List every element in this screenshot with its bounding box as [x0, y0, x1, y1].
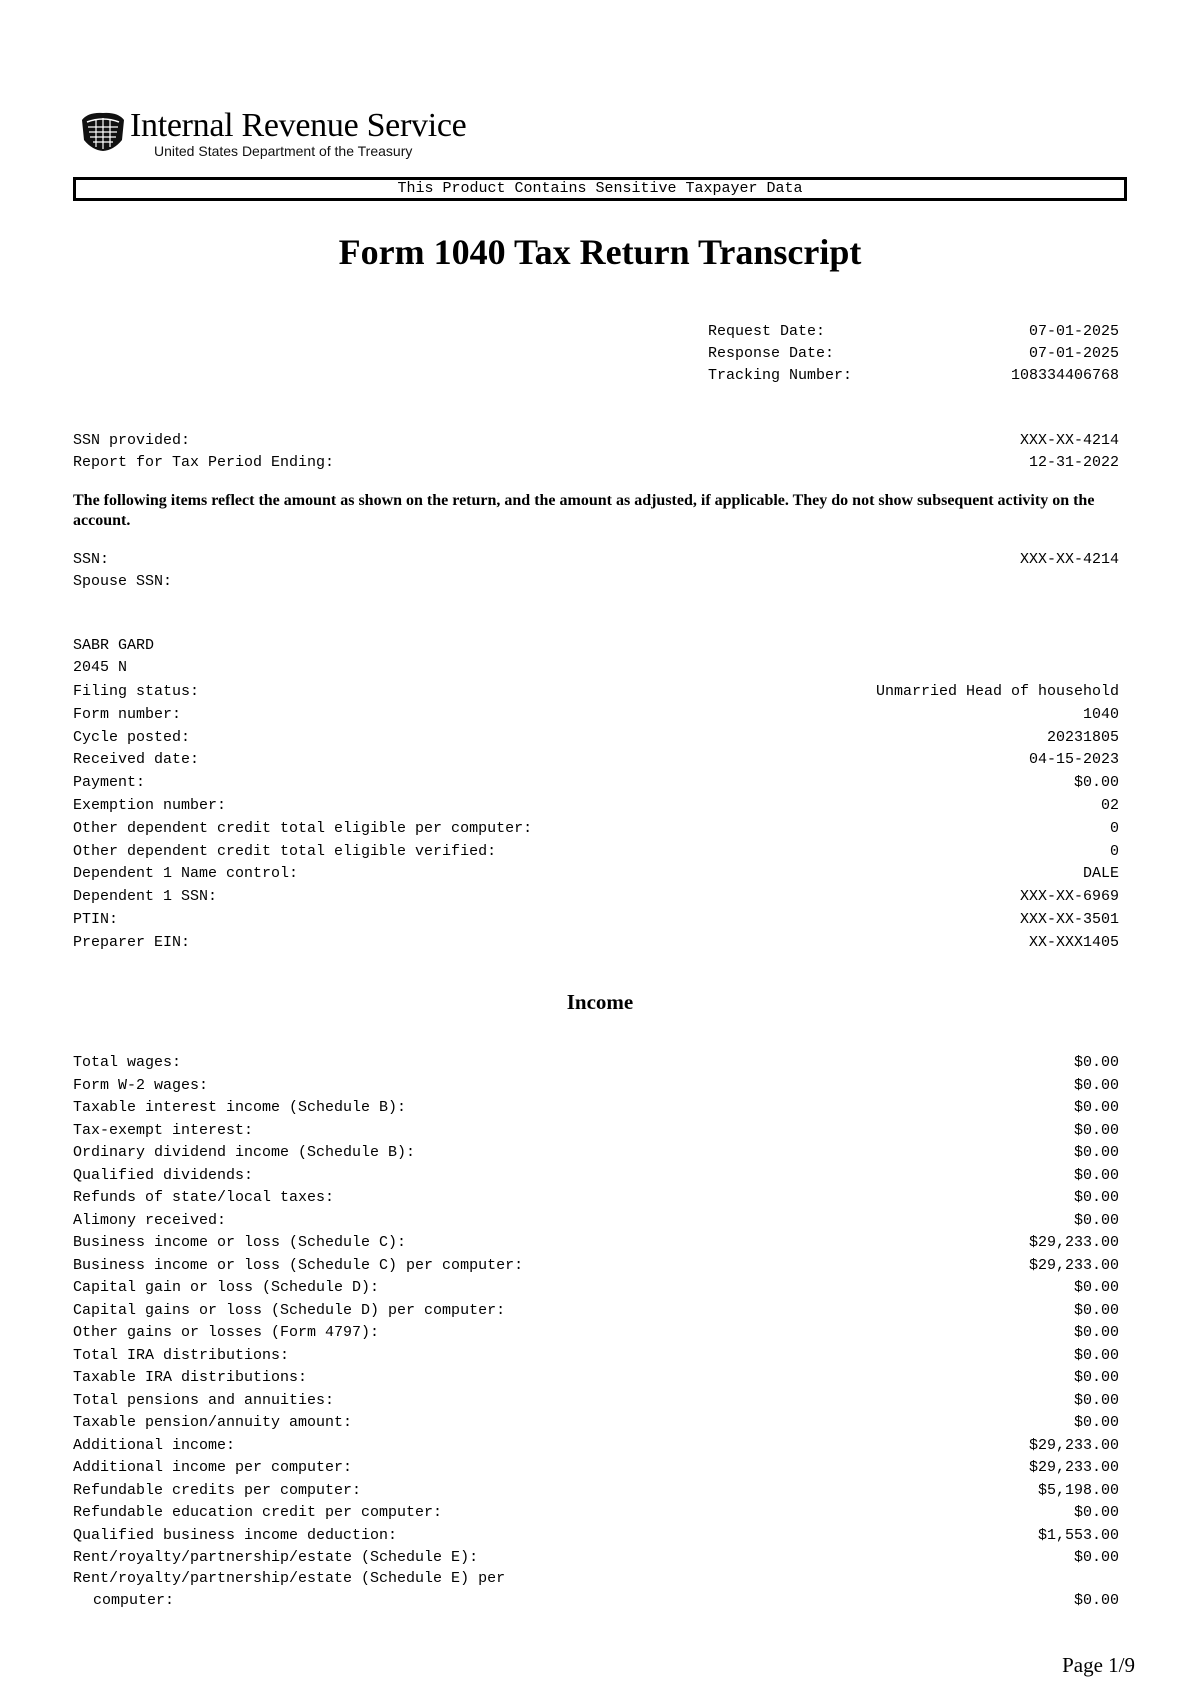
field-value: $0.00: [1073, 1301, 1119, 1319]
income-row: [73, 1165, 1119, 1187]
income-heading: Income: [566, 990, 634, 1014]
field-label: Dependent 1 SSN:: [73, 888, 218, 906]
income-row: [73, 1590, 1119, 1612]
return-detail-row: [73, 681, 1119, 703]
field-label: SSN:: [73, 551, 110, 568]
field-value: $0.00: [1073, 1549, 1119, 1566]
field-label: Additional income per computer:: [73, 1459, 353, 1476]
income-row: [73, 1502, 1119, 1524]
field-value: $0.00: [1073, 1592, 1119, 1609]
return-detail-row: [73, 863, 1119, 885]
field-value: $0.00: [1073, 1504, 1119, 1521]
field-value: 0: [1109, 819, 1119, 837]
return-detail-row: [73, 932, 1119, 954]
field-value: $0.00: [1073, 1189, 1119, 1206]
field-value: $0.00: [1073, 1369, 1119, 1386]
income-row: [73, 1367, 1119, 1389]
spouse-ssn-row: [73, 571, 1119, 593]
field-value: $29,233.00: [1028, 1459, 1119, 1476]
field-label: Form number:: [73, 705, 182, 723]
field-label: Refundable education credit per computer:: [73, 1504, 443, 1521]
return-detail-row: [73, 772, 1119, 794]
income-row: [73, 1187, 1119, 1209]
taxpayer-address: 2045 N: [73, 659, 128, 676]
field-value: 1040: [1082, 705, 1119, 723]
income-row: [73, 1075, 1119, 1097]
field-value: $0.00: [1073, 1211, 1119, 1229]
income-row: [73, 1255, 1119, 1277]
field-value: 20231805: [1046, 728, 1119, 746]
field-label: Business income or loss (Schedule C) per computer:: [73, 1256, 524, 1274]
field-value: $0.00: [1073, 1166, 1119, 1184]
irs-logo: [78, 108, 498, 164]
field-label: Refundable credits per computer:: [73, 1481, 362, 1499]
field-label: Taxable IRA distributions:: [73, 1369, 308, 1386]
field-value: XXX-XX-4214: [1019, 551, 1119, 568]
field-label: Taxable interest income (Schedule B):: [73, 1099, 407, 1116]
income-row: [73, 1345, 1119, 1367]
field-value: $1,553.00: [1037, 1526, 1119, 1544]
field-label: Additional income:: [73, 1436, 236, 1454]
field-value: $0.00: [1073, 1414, 1119, 1431]
field-label: Tax-exempt interest:: [73, 1121, 254, 1139]
income-row: [73, 1525, 1119, 1547]
income-row: [73, 1300, 1119, 1322]
income-row: [73, 1210, 1119, 1232]
field-value: 0: [1109, 842, 1119, 860]
field-label: Exemption number:: [73, 797, 227, 814]
field-value: $29,233.00: [1028, 1256, 1119, 1274]
field-label: Other gains or losses (Form 4797):: [73, 1324, 380, 1341]
adjustment-notice: The following items reflect the amount as shown on the return, and the amount as adjusted, if applicable. They do not show subsequent activity on the account.: [73, 492, 1095, 529]
request-date-row: [708, 321, 1119, 343]
field-value: $0.00: [1073, 1279, 1119, 1296]
taxpayer-name: SABR GARD: [73, 637, 155, 654]
field-label: Qualified dividends:: [73, 1166, 254, 1184]
income-row: [73, 1232, 1119, 1254]
field-label: Alimony received:: [73, 1211, 227, 1229]
sensitive-data-banner: This Product Contains Sensitive Taxpayer Data: [73, 177, 1127, 201]
ssn-row: [73, 549, 1119, 571]
return-detail-row: [73, 727, 1119, 749]
field-value: Unmarried Head of household: [875, 683, 1119, 700]
field-label: Preparer EIN:: [73, 933, 191, 951]
field-label: Report for Tax Period Ending:: [73, 454, 335, 471]
return-detail-row: [73, 909, 1119, 931]
field-value: 07-01-2025: [1028, 345, 1119, 362]
field-label: computer:: [93, 1592, 175, 1609]
department-name: United States Department of the Treasury: [154, 143, 413, 159]
response-date-row: [708, 343, 1119, 365]
field-label: Total pensions and annuities:: [73, 1391, 335, 1409]
page-number: Page 1/9: [1062, 1653, 1135, 1677]
field-value: 02: [1100, 797, 1119, 814]
field-label: Capital gains or loss (Schedule D) per computer:: [73, 1301, 506, 1319]
irs-eagle-emblem-icon: [78, 110, 128, 152]
income-row: [73, 1322, 1119, 1344]
field-value: 07-01-2025: [1028, 323, 1119, 340]
field-value: $0.00: [1073, 774, 1119, 792]
income-row: [73, 1142, 1119, 1164]
field-value: XX-XXX1405: [1028, 933, 1119, 951]
field-label: Form W-2 wages:: [73, 1076, 209, 1094]
field-label: Business income or loss (Schedule C):: [73, 1234, 407, 1251]
income-row: [73, 1390, 1119, 1412]
ssn-provided-row: [73, 430, 1119, 452]
income-row: [73, 1568, 1119, 1590]
field-value: XXX-XX-6969: [1019, 888, 1119, 906]
field-value: $0.00: [1073, 1391, 1119, 1409]
field-value: DALE: [1082, 865, 1119, 883]
field-label: Ordinary dividend income (Schedule B):: [73, 1144, 416, 1161]
field-value: $0.00: [1073, 1099, 1119, 1116]
income-row: [73, 1547, 1119, 1569]
field-value: 108334406768: [1010, 367, 1119, 384]
income-row: [73, 1097, 1119, 1119]
field-label: Response Date:: [708, 345, 835, 362]
field-value: 12-31-2022: [1028, 454, 1119, 471]
field-label: Qualified business income deduction:: [73, 1526, 398, 1544]
field-label: SSN provided:: [73, 432, 191, 449]
field-label: Tracking Number:: [708, 367, 853, 384]
income-row: [73, 1277, 1119, 1299]
field-label: Cycle posted:: [73, 728, 191, 746]
tracking-number-row: [708, 365, 1119, 387]
field-label: Rent/royalty/partnership/estate (Schedule E) per: [73, 1570, 506, 1587]
field-value: XXX-XX-4214: [1019, 432, 1119, 449]
field-value: XXX-XX-3501: [1019, 911, 1119, 928]
income-row: [73, 1480, 1119, 1502]
field-label: Other dependent credit total eligible per computer:: [73, 819, 533, 837]
field-value: $0.00: [1073, 1144, 1119, 1161]
field-value: 04-15-2023: [1028, 751, 1119, 769]
income-row: [73, 1412, 1119, 1434]
income-row: [73, 1120, 1119, 1142]
field-label: Rent/royalty/partnership/estate (Schedule E):: [73, 1549, 479, 1566]
field-label: Capital gain or loss (Schedule D):: [73, 1279, 380, 1296]
income-row: [73, 1457, 1119, 1479]
return-detail-row: [73, 818, 1119, 840]
field-label: Refunds of state/local taxes:: [73, 1189, 335, 1206]
field-label: PTIN:: [73, 911, 119, 928]
return-detail-row: [73, 704, 1119, 726]
field-label: Total IRA distributions:: [73, 1346, 290, 1364]
return-detail-row: [73, 886, 1119, 908]
field-value: $29,233.00: [1028, 1234, 1119, 1251]
field-label: Payment:: [73, 774, 146, 792]
income-row: [73, 1435, 1119, 1457]
field-label: Spouse SSN:: [73, 573, 173, 590]
income-row: [73, 1052, 1119, 1074]
field-label: Dependent 1 Name control:: [73, 865, 299, 883]
return-detail-row: [73, 795, 1119, 817]
field-label: Total wages:: [73, 1054, 182, 1071]
agency-name: Internal Revenue Service: [130, 107, 467, 144]
field-value: $0.00: [1073, 1346, 1119, 1364]
return-detail-row: [73, 841, 1119, 863]
field-value: $0.00: [1073, 1076, 1119, 1094]
tax-period-row: [73, 452, 1119, 474]
return-detail-row: [73, 749, 1119, 771]
field-value: $0.00: [1073, 1324, 1119, 1341]
field-label: Other dependent credit total eligible verified:: [73, 842, 497, 860]
field-label: Taxable pension/annuity amount:: [73, 1414, 353, 1431]
field-value: $29,233.00: [1028, 1436, 1119, 1454]
field-value: $5,198.00: [1037, 1481, 1119, 1499]
document-title: Form 1040 Tax Return Transcript: [338, 232, 862, 272]
field-value: $0.00: [1073, 1121, 1119, 1139]
field-label: Received date:: [73, 751, 200, 769]
field-label: Filing status:: [73, 683, 200, 700]
field-value: $0.00: [1073, 1054, 1119, 1071]
field-label: Request Date:: [708, 323, 826, 340]
